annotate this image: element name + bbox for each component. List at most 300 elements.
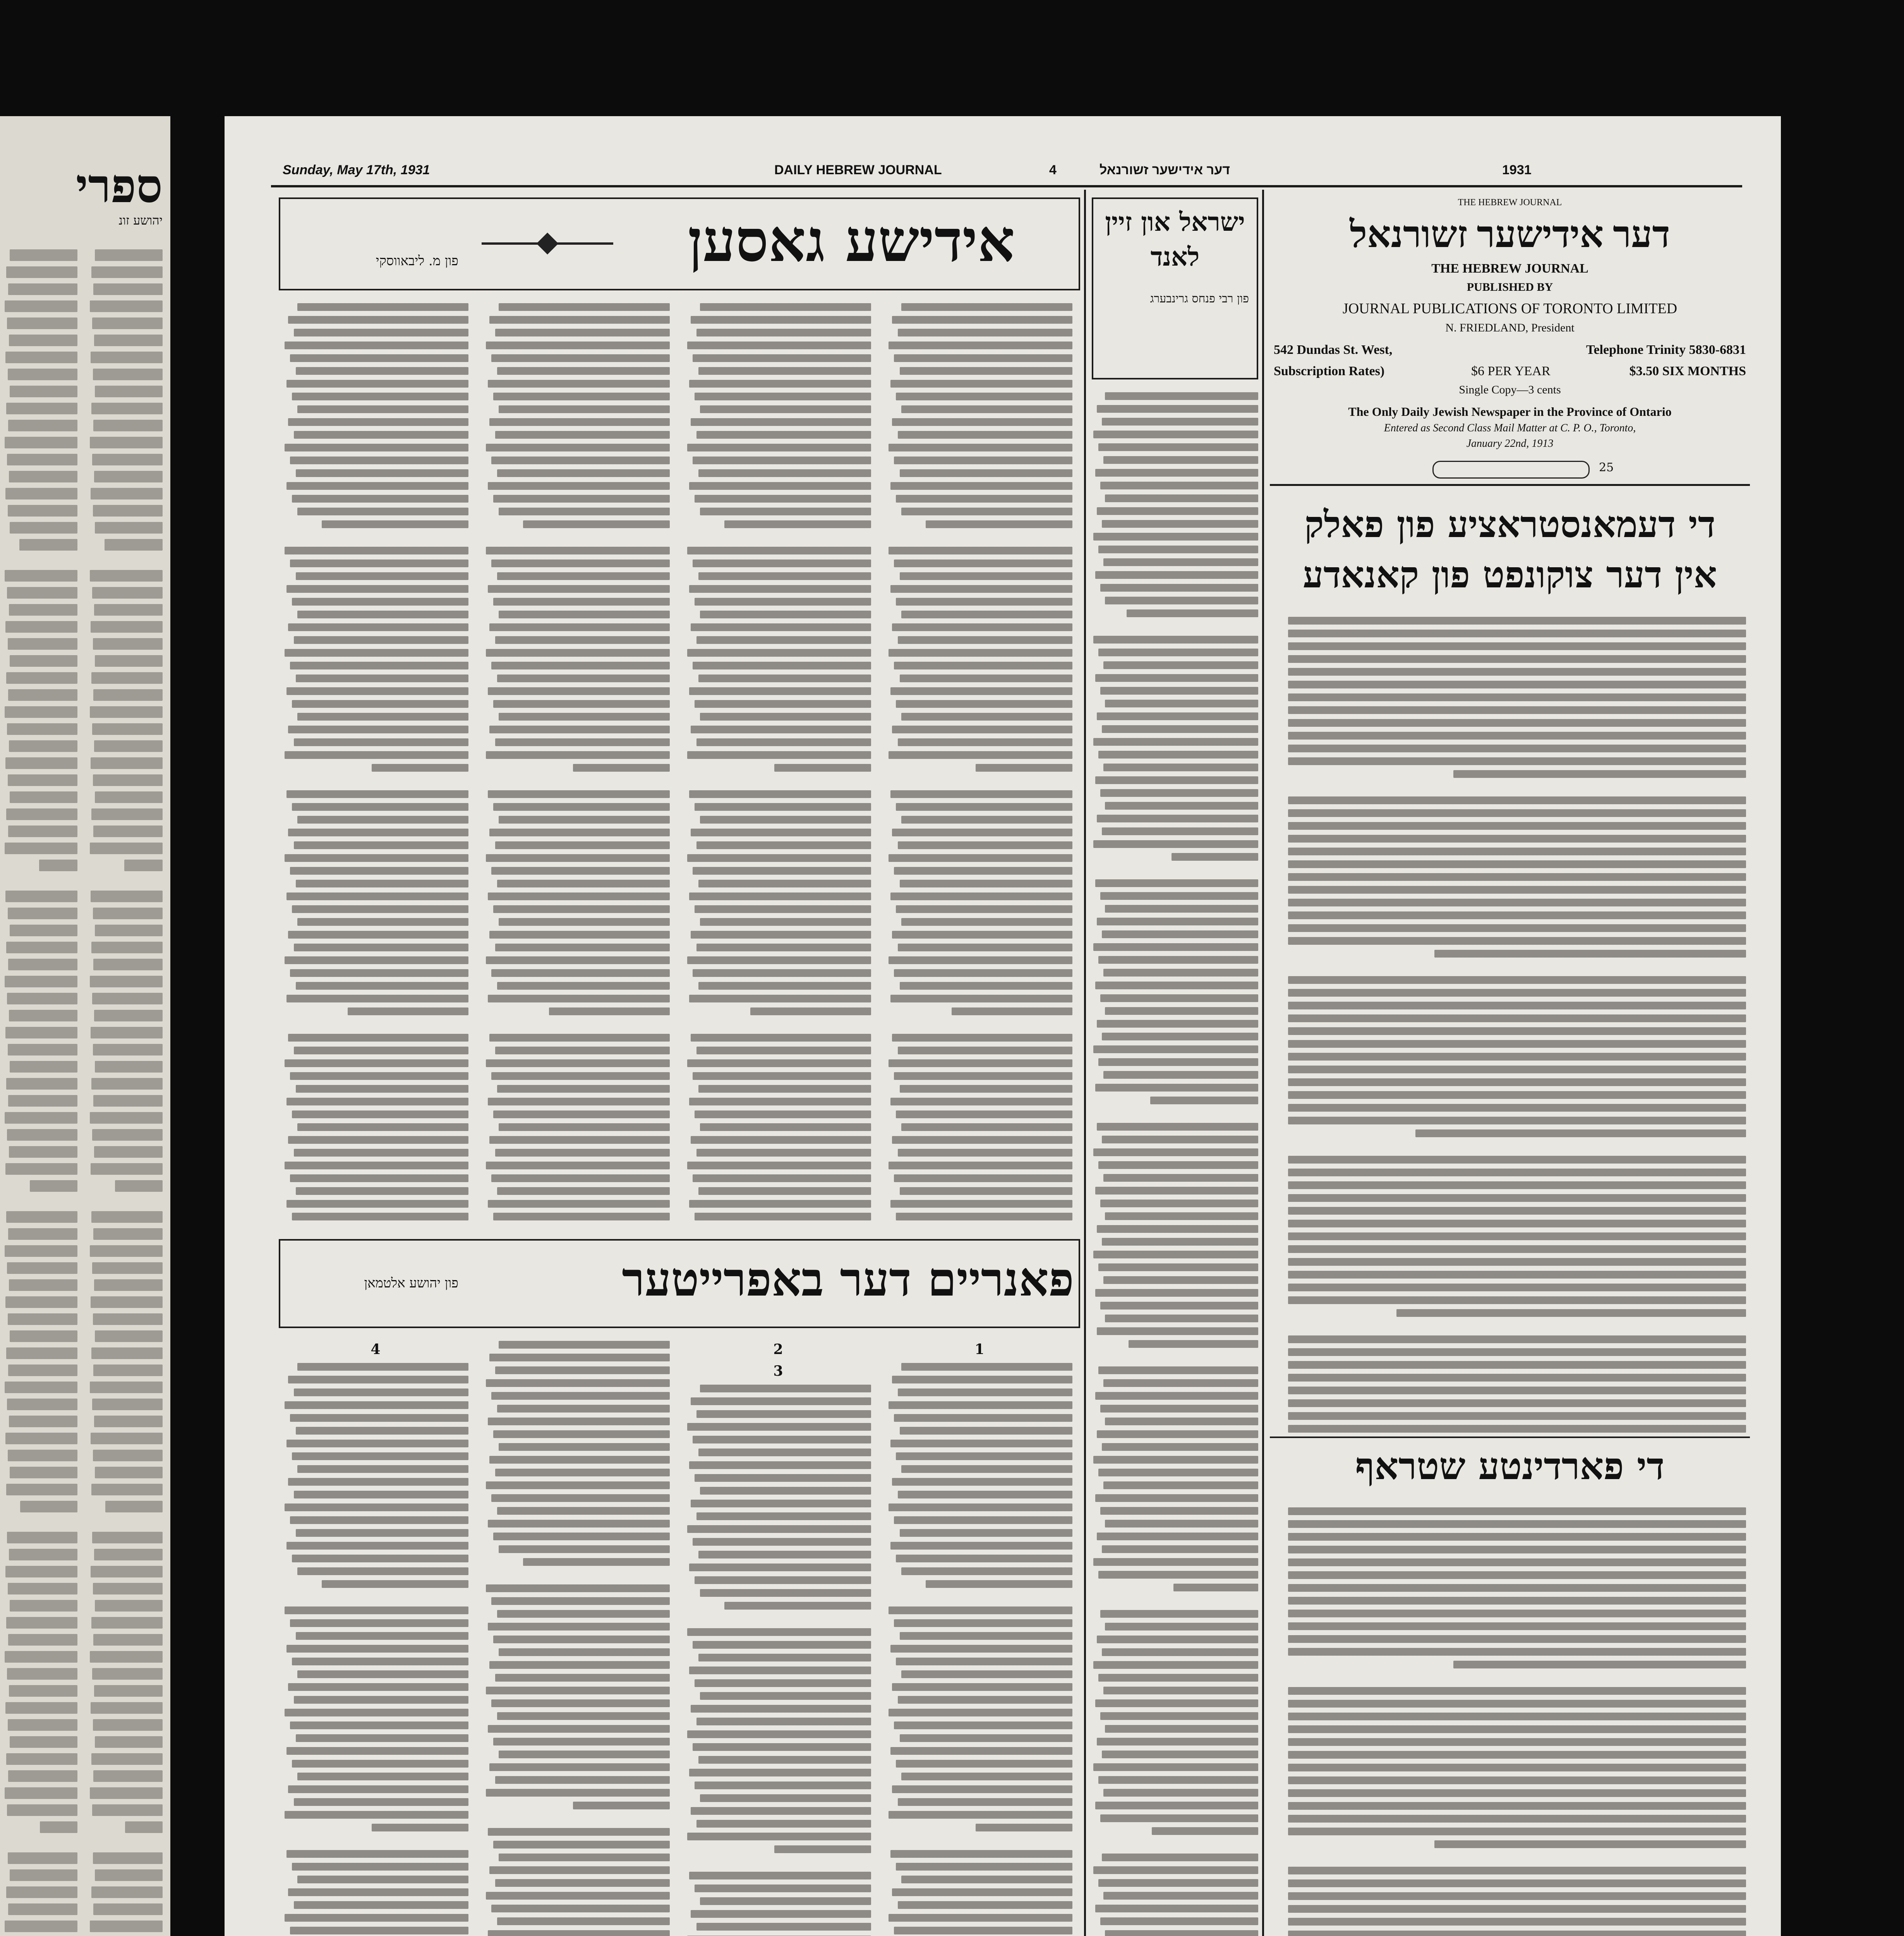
text-line xyxy=(889,1811,1072,1819)
text-line xyxy=(285,1709,468,1716)
text-line xyxy=(896,1760,1072,1768)
text-line xyxy=(493,393,670,400)
text-line xyxy=(488,790,670,798)
text-line xyxy=(495,1674,670,1682)
text-line xyxy=(1092,622,1258,631)
text-line xyxy=(890,482,1072,490)
masthead-address: 542 Dundas St. West, xyxy=(1274,343,1393,357)
text-line xyxy=(696,329,871,336)
text-line xyxy=(693,1538,871,1546)
text-line xyxy=(892,1478,1072,1486)
text-line xyxy=(94,1146,163,1158)
text-line xyxy=(900,675,1072,682)
text-line xyxy=(95,386,163,397)
text-line xyxy=(1102,520,1258,528)
text-line xyxy=(896,393,1072,400)
text-line xyxy=(286,1200,468,1208)
text-line xyxy=(1097,1225,1258,1233)
text-line xyxy=(8,283,77,295)
israel-title-line-2: לאנד xyxy=(1150,242,1200,272)
text-line xyxy=(486,1059,670,1067)
text-line xyxy=(890,1440,1072,1447)
text-line xyxy=(491,560,670,567)
text-line xyxy=(5,1027,77,1038)
text-line xyxy=(286,1440,468,1447)
text-line xyxy=(1093,1763,1258,1771)
text-line xyxy=(486,1687,670,1694)
text-line xyxy=(689,585,871,593)
text-line xyxy=(489,316,670,324)
text-line xyxy=(1288,1802,1746,1810)
text-line xyxy=(901,611,1072,618)
text-line xyxy=(290,1174,468,1182)
text-line xyxy=(10,1061,77,1073)
text-line xyxy=(1288,1533,1746,1541)
text-line xyxy=(92,318,163,329)
text-line xyxy=(1103,1481,1258,1489)
text-line xyxy=(700,1487,871,1495)
text-line xyxy=(1103,1276,1258,1284)
text-line xyxy=(889,342,1072,349)
text-line xyxy=(691,1500,871,1507)
text-line xyxy=(1100,1507,1259,1515)
text-line xyxy=(285,342,468,349)
text-line xyxy=(1098,1366,1258,1374)
text-line xyxy=(724,1602,871,1610)
text-line xyxy=(1105,905,1258,913)
text-line xyxy=(1288,757,1746,765)
text-line xyxy=(1172,853,1258,861)
text-line xyxy=(39,860,77,871)
text-line xyxy=(896,1213,1072,1220)
text-line xyxy=(495,944,670,951)
text-line xyxy=(700,1794,871,1802)
text-line xyxy=(1103,1892,1258,1900)
text-line xyxy=(1103,558,1258,566)
text-line xyxy=(497,1187,670,1195)
text-line xyxy=(1093,431,1258,438)
text-line xyxy=(894,662,1072,669)
masthead-published-by: PUBLISHED BY xyxy=(1467,281,1553,293)
text-line xyxy=(693,1743,871,1751)
text-line xyxy=(685,533,871,542)
text-line xyxy=(288,623,468,631)
text-line xyxy=(5,1112,77,1124)
text-line xyxy=(1105,1418,1258,1425)
text-line xyxy=(290,1414,468,1422)
text-line xyxy=(901,405,1072,413)
gassen-column xyxy=(283,298,468,1227)
text-line xyxy=(94,604,163,616)
text-line xyxy=(93,689,163,701)
editorial-body xyxy=(1274,612,1746,1433)
text-line xyxy=(93,959,163,970)
text-line xyxy=(89,1197,163,1206)
text-line xyxy=(491,1597,670,1605)
text-line xyxy=(7,993,77,1004)
text-line xyxy=(1093,1045,1258,1053)
text-line xyxy=(91,352,163,363)
text-line xyxy=(296,469,468,477)
text-line xyxy=(1288,1258,1746,1266)
panorama-column xyxy=(283,1336,468,1936)
text-line xyxy=(698,1187,871,1195)
text-line xyxy=(894,1927,1072,1934)
text-line xyxy=(1288,1014,1746,1022)
text-line xyxy=(696,1923,871,1931)
text-line xyxy=(892,829,1072,836)
text-line xyxy=(6,1347,77,1359)
text-line xyxy=(1288,924,1746,932)
text-line xyxy=(1288,860,1746,868)
text-line xyxy=(1288,1361,1746,1369)
text-line xyxy=(95,1467,163,1478)
text-line xyxy=(896,495,1072,503)
text-line xyxy=(489,1763,670,1771)
text-line xyxy=(6,1753,77,1765)
text-line xyxy=(493,1841,670,1848)
text-line xyxy=(488,1200,670,1208)
column-divider xyxy=(1262,190,1264,1936)
text-line xyxy=(1095,1289,1258,1297)
text-line xyxy=(91,1211,163,1223)
text-line xyxy=(497,1712,670,1720)
text-line xyxy=(1288,1610,1746,1617)
text-line xyxy=(1288,617,1746,625)
text-line xyxy=(297,1363,468,1371)
text-line xyxy=(901,1670,1072,1678)
text-line xyxy=(488,1623,670,1630)
text-line xyxy=(493,905,670,913)
text-line xyxy=(1095,1187,1258,1195)
text-line xyxy=(486,1379,670,1387)
text-line xyxy=(889,956,1072,964)
text-line xyxy=(497,675,670,682)
text-line xyxy=(691,1136,871,1144)
text-line xyxy=(292,905,468,913)
text-line xyxy=(890,1850,1072,1858)
text-line xyxy=(10,791,77,803)
text-line xyxy=(20,1501,77,1512)
text-line xyxy=(90,843,163,854)
text-line xyxy=(489,1661,670,1669)
text-line xyxy=(894,867,1072,875)
text-line xyxy=(689,1098,871,1105)
text-line xyxy=(894,1619,1072,1627)
text-line xyxy=(292,1213,468,1220)
masthead-ornament-number: 25 xyxy=(1599,461,1614,474)
text-line xyxy=(696,1047,871,1054)
text-line xyxy=(901,1773,1072,1780)
text-line xyxy=(288,418,468,426)
text-line xyxy=(493,700,670,708)
text-line xyxy=(698,675,871,682)
text-line xyxy=(1093,1251,1258,1258)
text-line xyxy=(8,420,77,431)
israel-title-box xyxy=(1092,197,1258,379)
text-line xyxy=(297,816,468,824)
text-line xyxy=(1103,1174,1258,1182)
text-line xyxy=(1288,1040,1746,1048)
text-line xyxy=(488,585,670,593)
text-line xyxy=(689,1461,871,1469)
text-line xyxy=(1288,655,1746,663)
text-line xyxy=(900,1529,1072,1537)
text-line xyxy=(1274,963,1746,971)
text-line xyxy=(292,803,468,811)
section-number: 4 xyxy=(371,1341,381,1358)
gassen-title: אידישע גאסען xyxy=(688,207,1015,275)
text-line xyxy=(1105,597,1258,604)
text-line xyxy=(1100,892,1259,900)
text-line xyxy=(693,354,871,362)
text-line xyxy=(896,803,1072,811)
text-line xyxy=(286,995,468,1002)
text-line xyxy=(1288,1053,1746,1061)
text-line xyxy=(695,1885,871,1892)
text-line xyxy=(901,303,1072,311)
text-line xyxy=(8,638,78,650)
adjacent-page-subtitle: יהושע זונ xyxy=(118,213,163,228)
text-line xyxy=(6,1484,77,1495)
panorama-column xyxy=(685,1336,871,1936)
text-line xyxy=(4,877,77,885)
text-line xyxy=(1097,1533,1258,1540)
text-line xyxy=(9,1685,77,1697)
text-line xyxy=(94,1010,163,1021)
text-line xyxy=(1152,1827,1258,1835)
text-line xyxy=(493,803,670,811)
text-line xyxy=(489,1866,670,1874)
text-line xyxy=(1453,770,1746,778)
text-line xyxy=(926,520,1072,528)
text-line xyxy=(900,469,1072,477)
text-line xyxy=(288,1683,468,1691)
text-line xyxy=(94,1549,163,1560)
text-line xyxy=(1288,1271,1746,1279)
text-line xyxy=(484,533,670,542)
text-line xyxy=(774,1845,871,1853)
text-line xyxy=(92,1668,163,1680)
text-line xyxy=(1288,1245,1746,1253)
text-line xyxy=(8,1719,78,1731)
text-line xyxy=(93,1903,163,1915)
text-line xyxy=(296,1632,468,1640)
text-line xyxy=(1100,1405,1259,1413)
text-line xyxy=(489,931,670,939)
text-line xyxy=(297,918,468,926)
text-line xyxy=(495,431,670,439)
text-line xyxy=(115,1180,163,1192)
text-line xyxy=(5,976,77,987)
text-line xyxy=(1095,1494,1258,1502)
editorial-headline-2: אין דער צוקונפט פון קאנאדע xyxy=(1303,554,1717,596)
text-line xyxy=(901,918,1072,926)
text-line xyxy=(286,482,468,490)
text-line xyxy=(9,604,77,616)
text-line xyxy=(499,1341,670,1349)
text-line xyxy=(6,403,77,414)
header-date: Sunday, May 17th, 1931 xyxy=(283,163,430,177)
text-line xyxy=(285,1606,468,1614)
text-line xyxy=(1093,1866,1258,1874)
text-line xyxy=(486,649,670,657)
text-line xyxy=(1288,835,1746,843)
text-line xyxy=(750,1007,871,1015)
text-line xyxy=(91,1433,163,1444)
text-line xyxy=(1093,943,1258,951)
text-line xyxy=(695,1782,871,1789)
text-line xyxy=(1097,712,1258,720)
text-line xyxy=(1288,681,1746,688)
text-line xyxy=(698,1085,871,1093)
text-line xyxy=(91,1163,163,1175)
adjacent-text-column xyxy=(4,244,77,1936)
text-line xyxy=(1288,1207,1746,1215)
text-line xyxy=(889,649,1072,657)
text-line xyxy=(687,649,871,657)
text-line xyxy=(892,1683,1072,1691)
text-line xyxy=(1098,649,1258,656)
text-line xyxy=(499,918,670,926)
text-line xyxy=(90,437,163,448)
text-line xyxy=(1098,1776,1258,1784)
text-line xyxy=(93,1364,163,1376)
text-line xyxy=(889,751,1072,759)
text-line xyxy=(696,1718,871,1725)
text-line xyxy=(698,1654,871,1661)
text-line xyxy=(1288,745,1746,752)
text-line xyxy=(292,1760,468,1768)
text-line xyxy=(486,1789,670,1797)
text-line xyxy=(93,1228,163,1240)
text-line xyxy=(898,841,1072,849)
text-line xyxy=(7,587,77,599)
text-line xyxy=(283,777,468,785)
text-line xyxy=(1415,1129,1746,1137)
text-line xyxy=(8,689,77,701)
text-line xyxy=(499,1648,670,1656)
text-line xyxy=(493,598,670,606)
text-line xyxy=(1105,1930,1258,1936)
text-line xyxy=(89,877,163,885)
text-line xyxy=(1434,1840,1746,1848)
text-line xyxy=(696,431,871,439)
text-line xyxy=(689,1200,871,1208)
text-line xyxy=(1288,1412,1746,1420)
text-line xyxy=(693,969,871,977)
text-line xyxy=(926,1580,1072,1588)
text-line xyxy=(1100,1302,1259,1310)
text-line xyxy=(1093,636,1258,644)
text-line xyxy=(491,1905,670,1912)
text-line xyxy=(1098,1674,1258,1682)
text-line xyxy=(92,1129,163,1141)
text-line xyxy=(93,638,163,650)
text-line xyxy=(1102,930,1258,938)
text-line xyxy=(294,431,468,439)
text-line xyxy=(292,1863,468,1871)
text-line xyxy=(5,621,77,633)
text-line xyxy=(696,636,871,644)
text-line xyxy=(491,354,670,362)
text-line xyxy=(1288,1374,1746,1382)
ferdinand-headline: די פארדינטע שטראף xyxy=(1355,1444,1665,1488)
text-line xyxy=(296,1085,468,1093)
text-line xyxy=(1288,989,1746,997)
text-line xyxy=(898,1901,1072,1909)
text-line xyxy=(1097,1738,1258,1745)
text-line xyxy=(1100,584,1259,592)
text-line xyxy=(322,1580,468,1588)
text-line xyxy=(91,1484,163,1495)
section-rule xyxy=(1270,1437,1750,1438)
text-line xyxy=(292,393,468,400)
text-line xyxy=(290,969,468,977)
text-line xyxy=(5,1566,77,1577)
text-line xyxy=(1288,1867,1746,1874)
text-line xyxy=(689,1872,871,1879)
text-line xyxy=(7,1262,77,1274)
text-line xyxy=(491,969,670,977)
text-line xyxy=(499,611,670,618)
text-line xyxy=(94,1416,163,1427)
panorama-column xyxy=(887,1336,1072,1936)
text-line xyxy=(495,1149,670,1157)
text-line xyxy=(486,956,670,964)
text-line xyxy=(976,764,1072,772)
text-line xyxy=(90,1382,163,1393)
text-line xyxy=(290,1619,468,1627)
text-line xyxy=(491,1072,670,1080)
text-line xyxy=(1288,1918,1746,1926)
text-line xyxy=(89,556,163,565)
text-line xyxy=(91,266,163,278)
text-line xyxy=(105,539,163,551)
text-line xyxy=(8,1852,78,1864)
text-line xyxy=(30,1180,78,1192)
text-line xyxy=(489,1034,670,1042)
text-line xyxy=(491,662,670,669)
text-line xyxy=(10,925,77,936)
text-line xyxy=(285,1059,468,1067)
text-line xyxy=(292,1555,468,1562)
text-line xyxy=(4,1197,77,1206)
text-line xyxy=(285,751,468,759)
text-line xyxy=(283,1020,468,1029)
text-line xyxy=(685,777,871,785)
text-line xyxy=(486,444,670,451)
text-line xyxy=(1288,1776,1746,1784)
text-line xyxy=(91,1702,163,1714)
text-line xyxy=(1103,456,1258,464)
text-line xyxy=(1274,1853,1746,1862)
masthead-price-year: $6 PER YEAR xyxy=(1471,364,1551,378)
text-line xyxy=(1288,1687,1746,1695)
text-line xyxy=(285,956,468,964)
text-line xyxy=(890,687,1072,695)
text-line xyxy=(1288,1597,1746,1605)
text-line xyxy=(1288,1220,1746,1227)
text-line xyxy=(892,1888,1072,1896)
text-line xyxy=(894,1072,1072,1080)
text-line xyxy=(1288,693,1746,701)
text-line xyxy=(6,808,77,820)
text-line xyxy=(489,829,670,836)
text-line xyxy=(288,931,468,939)
text-line xyxy=(499,303,670,311)
text-line xyxy=(297,1465,468,1473)
